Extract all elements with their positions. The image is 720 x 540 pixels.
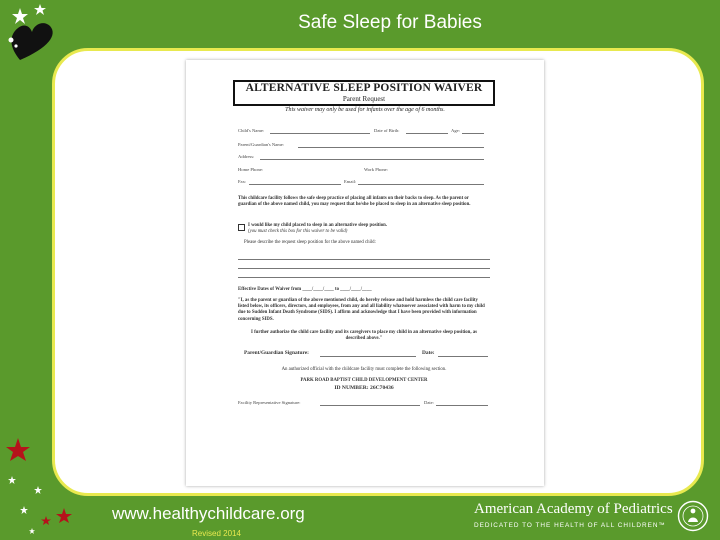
- work-phone-label: Work Phone:: [364, 167, 389, 172]
- document-header: [233, 80, 495, 106]
- alternative-position-checkbox[interactable]: [238, 224, 245, 231]
- age-label: Age:: [451, 128, 460, 133]
- facility-name: PARK ROAD BAPTIST CHILD DEVELOPMENT CENTER: [300, 378, 428, 383]
- childs-name-label: Child's Name:: [238, 128, 265, 133]
- address-line: [260, 159, 484, 160]
- fax-label: Fax:: [238, 179, 247, 184]
- parent-name-line: [298, 147, 484, 148]
- aap-seal-icon: [677, 500, 709, 532]
- checkbox-label: I would like my child placed to sleep in an alternative sleep position.: [248, 223, 387, 228]
- official-signature-line: [320, 405, 420, 406]
- parent-signature-line: [320, 356, 416, 357]
- authorize-paragraph: I further authorize the child care facility and its caregivers to place my child in an alternative sleep position, as described above.": [251, 330, 477, 342]
- checkbox-hint: (you must check this box for this waiver to be valid): [248, 229, 348, 234]
- address-label: Address:: [238, 154, 255, 159]
- describe-line-2: [238, 268, 490, 269]
- slide-title: Safe Sleep for Babies: [298, 12, 482, 33]
- parent-name-label: Parent/Guardian's Name:: [238, 142, 285, 147]
- waiver-document: [186, 60, 544, 486]
- describe-prompt: Please describe the request sleep position for the above named child:: [244, 240, 376, 245]
- describe-line-3: [238, 277, 490, 278]
- release-paragraph: "I, as the parent or guardian of the above mentioned child, do hereby release and hold harmless the child care facility listed below, its officers, directors, and employees, from any and all liability whatsoever associated with harm to my child due to Sudden Infant Death Syndrome (SIDS). I affirm and acknowledge that I have been provided with information concerning SIDS.: [238, 298, 485, 322]
- org-tagline: DEDICATED TO THE HEALTH OF ALL CHILDREN™: [474, 522, 666, 529]
- official-date-line: [436, 405, 488, 406]
- document-subtitle: Parent Request: [342, 95, 386, 103]
- parent-signature-label: Parent/Guardian Signature:: [244, 350, 309, 356]
- fax-line: [249, 184, 341, 185]
- policy-paragraph: This childcare facility follows the safe sleep practice of placing all infants on their backs to sleep. As the parent or guardian of the above named child, you may request that he/she be placed to sleep in an alternative sleep position.: [238, 196, 471, 208]
- date-of-birth-label: Date of Birth:: [374, 128, 400, 133]
- effective-dates: Effective Dates of Waiver from ____/____/____ to ____/____/____: [238, 287, 372, 292]
- facility-id-number: ID NUMBER: 26C70436: [334, 385, 394, 391]
- parent-date-line: [438, 356, 488, 357]
- describe-line-1: [238, 259, 490, 260]
- age-line: [462, 133, 484, 134]
- website-link[interactable]: www.healthychildcare.org: [112, 504, 305, 523]
- childs-name-line: [270, 133, 370, 134]
- document-note: This waiver may only be used for infants over the age of 6 months.: [285, 107, 445, 113]
- revised-date: Revised 2014: [192, 529, 241, 538]
- official-date-label: Date:: [424, 400, 434, 405]
- official-note: An authorized official with the childcare facility must complete the following section.: [281, 367, 447, 372]
- decorative-stars-icon: [2, 436, 82, 540]
- date-of-birth-line: [406, 133, 448, 134]
- org-name: American Academy of Pediatrics: [474, 501, 673, 517]
- email-line: [358, 184, 484, 185]
- email-label: Email:: [344, 179, 357, 184]
- home-phone-label: Home Phone:: [238, 167, 264, 172]
- parent-date-label: Date:: [422, 350, 435, 356]
- document-title: ALTERNATIVE SLEEP POSITION WAIVER: [245, 82, 483, 94]
- official-signature-label: Facility Representative Signature:: [238, 400, 301, 405]
